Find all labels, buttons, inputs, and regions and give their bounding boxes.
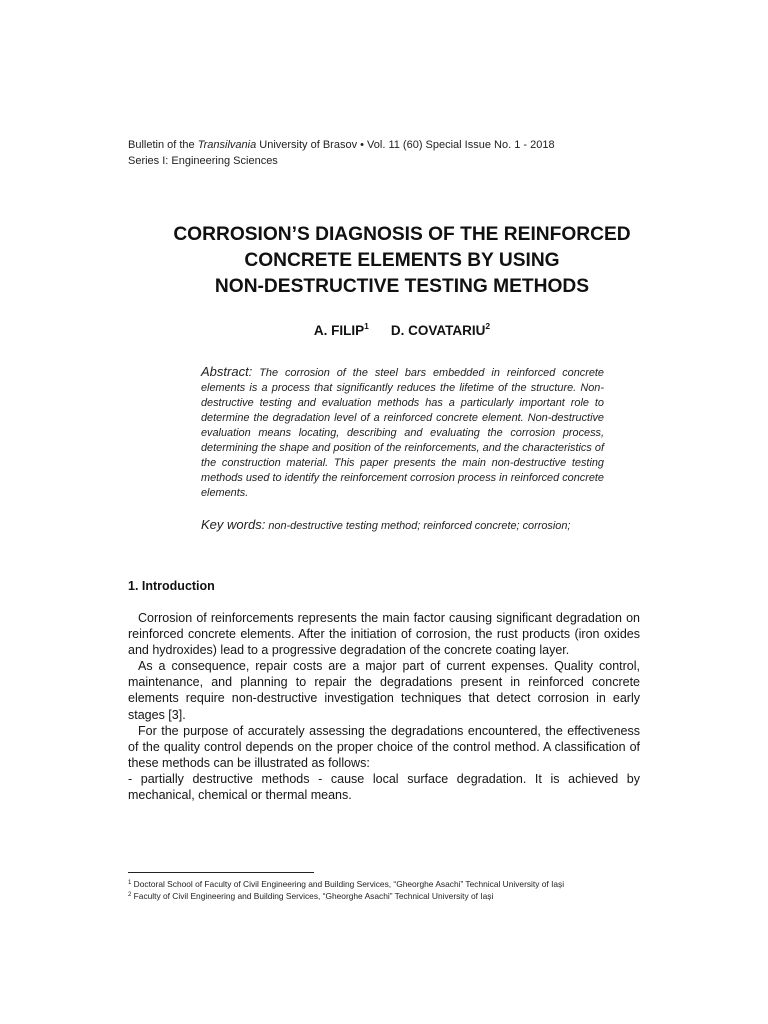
keywords-block [201,517,604,534]
footnote-text: Doctoral School of Faculty of Civil Engineering and Building Services, “Gheorghe Asachi” Technical University of Iași [131,879,565,889]
author-affiliation-mark: 2 [485,321,491,331]
body-paragraph: For the purpose of accurately assessing the degradations encountered, the effectiveness of the quality control depends on the proper choice of the control method. A classification of these methods can be illustrated as follows: [128,723,640,770]
keywords-label: Key words: [201,517,266,532]
keywords-text: non-destructive testing method; reinforced concrete; corrosion; [268,520,571,532]
paper-title [100,222,704,300]
journal-series-line: Series I: Engineering Sciences [128,154,278,167]
section-heading: 1. Introduction [128,579,215,593]
abstract-text: The corrosion of the steel bars embedded in reinforced concrete elements is a process that significantly reduces the lifetime of the structure. Non-destructive testing and evaluation methods has a particularly important role to determine the degradation level of a reinforced concrete element. Non-destructive evaluation means locating, describing and evaluating the corrosion process, determining the shape and position of the reinforcements, and the characteristics of the construction material. This paper presents the main non-destructive testing methods used to identify the reinforcement corrosion process in reinforced concrete elements. [201,367,604,499]
footnote [128,878,688,890]
body-paragraph: Corrosion of reinforcements represents the main factor causing significant degradation on reinforced concrete elements. After the initiation of corrosion, the rust products (iron oxides and hydroxides) lead to a progressive degradation of the concrete coating layer. [128,611,640,658]
journal-citation-prefix: Bulletin of the [128,139,198,151]
footnote-mark: 2 [128,892,132,898]
footnote-mark: 1 [128,880,132,886]
paper-title-line: CONCRETE ELEMENTS BY USING [244,250,560,271]
footnote-text: Faculty of Civil Engineering and Building Services, “Gheorghe Asachi” Technical University of Iași [131,891,494,901]
footnote-divider [128,872,314,873]
abstract-label: Abstract: [201,364,253,379]
journal-citation-suffix: University of Brasov • Vol. 11 (60) Special Issue No. 1 - 2018 [256,139,555,151]
body-paragraph: As a consequence, repair costs are a major part of current expenses. Quality control, maintenance, and planning to repair the degradations present in reinforced concrete elements require non-destructive investigation techniques that detect corrosion in early stages [3]. [128,659,640,722]
paper-title-line: NON-DESTRUCTIVE TESTING METHODS [214,276,590,297]
section-body [128,610,640,803]
author-list [128,322,676,340]
footnotes [128,878,688,902]
author-affiliation-mark: 1 [364,321,369,331]
journal-header [128,138,648,169]
abstract-block [201,364,604,501]
footnote [128,890,688,902]
paper-title-line: CORROSION’S DIAGNOSIS OF THE REINFORCED [173,224,631,245]
body-paragraph: - partially destructive methods - cause local surface degradation. It is achieved by mechanical, chemical or thermal means. [128,771,640,803]
author-name: D. COVATARIU [390,323,486,338]
journal-citation-line [128,138,648,154]
journal-name-italic: Transilvania [197,139,257,151]
author-name: A. FILIP [313,323,365,338]
